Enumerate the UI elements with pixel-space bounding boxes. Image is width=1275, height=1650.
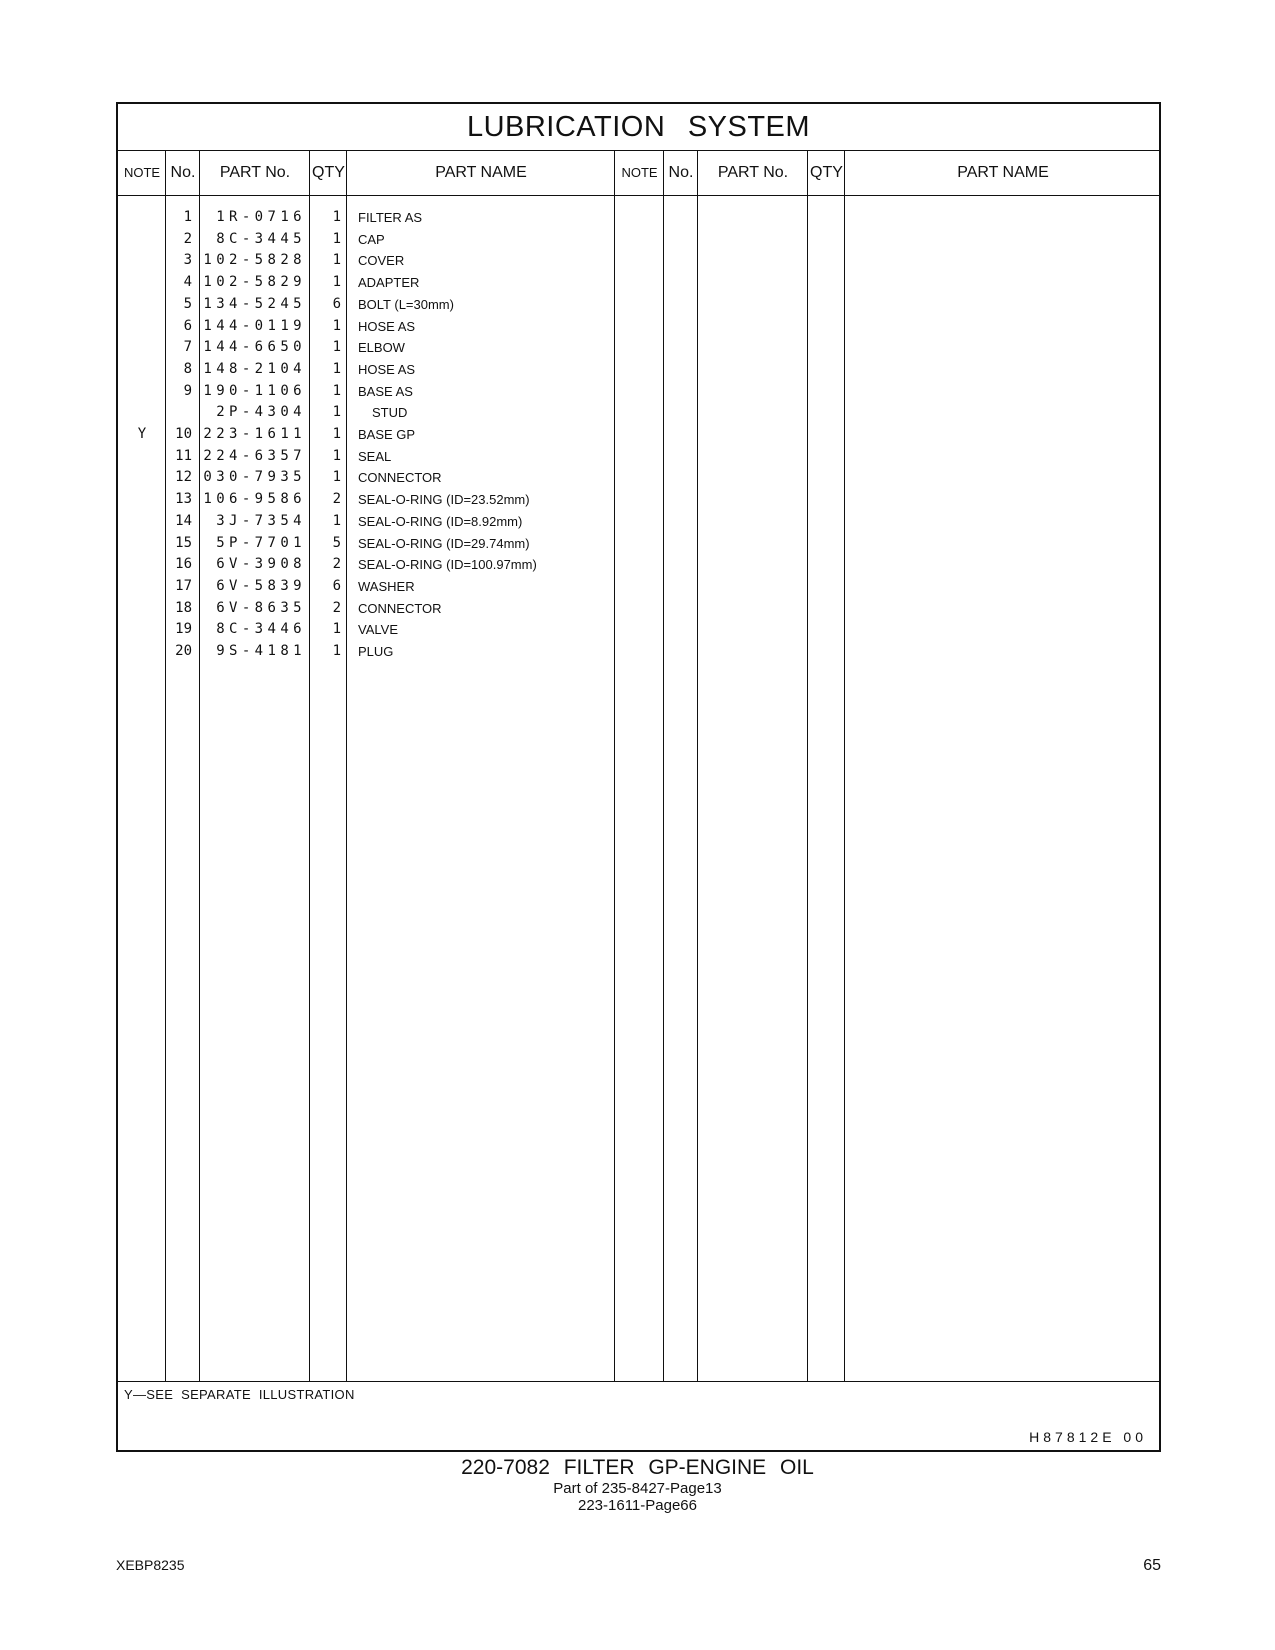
note-cell [118,533,166,555]
note-cell [118,207,166,229]
table-row [118,250,1163,272]
table-row [118,359,1163,381]
quantity-cell: 1 [332,339,341,356]
note-cell [118,337,166,359]
section-title: LUBRICATION SYSTEM [118,104,1159,151]
part-number-cell: 223-1611 [203,426,306,442]
quantity-cell: 1 [332,360,341,377]
table-row [118,533,1163,555]
item-number-cell: 16 [175,556,192,573]
header-no-left: No. [170,164,196,181]
item-number-cell: 5 [183,295,192,312]
part-number-cell: 6V-3908 [216,556,306,573]
table-row [118,294,1163,316]
table-row [118,489,1163,511]
part-number-cell: 102-5829 [203,274,306,291]
part-number-cell: 6V-8635 [216,599,306,616]
part-name-cell: SEAL-O-RING (ID=100.97mm) [358,557,537,573]
table-row [118,511,1163,533]
part-name-cell: CONNECTOR [358,600,442,616]
note-cell [118,250,166,272]
table-row [118,598,1163,620]
table-row [118,337,1163,359]
part-name-cell: HOSE AS [358,361,416,377]
table-row [118,381,1163,403]
quantity-cell: 5 [332,534,341,551]
table-row [118,424,1163,446]
header-part-name-right: PART NAME [957,164,1049,181]
quantity-cell: 1 [332,469,341,486]
quantity-cell: 2 [332,599,341,616]
note-cell [118,381,166,403]
drawing-code: H87812E 00 [1029,1429,1147,1445]
quantity-cell: 1 [332,426,341,442]
part-name-cell: SEAL [358,448,392,464]
item-number-cell: 4 [183,274,192,291]
part-name-cell: SEAL-O-RING (ID=23.52mm) [358,492,530,508]
header-note-right: NOTE [621,165,658,180]
part-number-cell: 9S-4181 [216,643,306,659]
item-number-cell: 20 [175,643,192,659]
assembly-reference-2: 223-1611-Page66 [578,1497,697,1514]
note-cell [118,641,166,663]
quantity-cell: 1 [332,643,341,659]
note-cell [118,576,166,598]
note-cell [118,316,166,338]
part-number-cell: 1R-0716 [216,209,306,225]
table-row [118,272,1163,294]
note-cell [118,294,166,316]
note-cell [118,446,166,468]
part-name-cell: STUD [372,405,408,421]
part-name-cell: COVER [358,253,405,269]
quantity-cell: 1 [332,209,341,225]
table-row [118,576,1163,598]
quantity-cell: 1 [332,274,341,291]
footnote: Y—SEE SEPARATE ILLUSTRATION [124,1387,355,1402]
part-name-cell: VALVE [358,622,398,638]
item-number-cell: 11 [175,447,192,464]
item-number-cell: 3 [183,252,192,269]
part-name-cell: CONNECTOR [358,470,442,486]
assembly-title: 220-7082 FILTER GP-ENGINE OIL [461,1456,814,1479]
item-number-cell: 14 [175,512,192,529]
part-number-cell: 2P-4304 [216,404,306,421]
part-number-cell: 6V-5839 [216,577,306,594]
quantity-cell: 6 [332,577,341,594]
part-number-cell: 030-7935 [203,469,306,486]
note-cell [118,511,166,533]
quantity-cell: 1 [332,447,341,464]
quantity-cell: 1 [332,512,341,529]
quantity-cell: 1 [332,252,341,269]
part-name-cell: PLUG [358,644,394,659]
item-number-cell: 19 [175,621,192,638]
header-no-right: No. [668,164,694,181]
part-name-cell: WASHER [358,578,415,594]
table-row [118,207,1163,229]
header-note-left: NOTE [123,165,161,180]
part-name-cell: FILTER AS [358,210,423,225]
part-number-cell: 144-0119 [203,317,306,334]
page-number: 65 [1143,1557,1161,1574]
item-number-cell [166,402,192,424]
quantity-cell: 2 [332,556,341,573]
part-number-cell: 144-6650 [203,339,306,356]
part-name-cell: BASE AS [358,383,413,399]
part-name-cell: HOSE AS [358,318,416,334]
table-row [118,229,1163,251]
part-number-cell: 3J-7354 [216,512,306,529]
part-number-cell: 148-2104 [203,360,306,377]
item-number-cell: 17 [175,577,192,594]
header-qty-left: QTY [312,164,345,181]
header-part-no-left: PART No. [219,164,291,181]
note-cell [118,554,166,576]
item-number-cell: 9 [183,382,192,399]
table-row [118,446,1163,468]
part-number-cell: 8C-3445 [216,230,306,247]
part-name-cell: ELBOW [358,340,405,356]
document-id: XEBP8235 [116,1557,185,1573]
item-number-cell: 15 [175,534,192,551]
note-cell [118,598,166,620]
column-header-row [118,150,1159,196]
quantity-cell: 1 [332,230,341,247]
part-number-cell: 190-1106 [203,382,306,399]
note-cell: Y [137,426,147,442]
item-number-cell: 6 [183,317,192,334]
item-number-cell: 7 [183,339,192,356]
item-number-cell: 2 [183,230,192,247]
part-number-cell: 8C-3446 [216,621,306,638]
note-cell [118,229,166,251]
part-number-cell: 134-5245 [203,295,306,312]
header-qty-right: QTY [810,164,843,181]
part-name-cell: CAP [358,231,385,247]
item-number-cell: 10 [175,426,192,442]
quantity-cell: 6 [332,295,341,312]
quantity-cell: 1 [332,317,341,334]
note-cell [118,402,166,424]
item-number-cell: 18 [175,599,192,616]
part-number-cell: 102-5828 [203,252,306,269]
table-row [118,402,1163,424]
part-name-cell: ADAPTER [358,275,420,291]
table-row [118,467,1163,489]
item-number-cell: 8 [183,360,192,377]
quantity-cell: 1 [332,404,341,421]
header-part-no-right: PART No. [717,164,789,181]
note-cell [118,272,166,294]
part-number-cell: 224-6357 [203,447,306,464]
table-row [118,619,1163,641]
header-part-name-left: PART NAME [435,164,527,181]
table-row [118,641,1163,663]
table-row [118,554,1163,576]
parts-list-frame [116,102,1161,1452]
footer-divider [118,1381,1159,1382]
note-cell [118,359,166,381]
part-name-cell: BASE GP [358,427,416,442]
quantity-cell: 2 [332,491,341,508]
quantity-cell: 1 [332,382,341,399]
note-cell [118,619,166,641]
assembly-reference-1: Part of 235-8427-Page13 [553,1480,722,1497]
item-number-cell: 13 [175,491,192,508]
part-number-cell: 5P-7701 [216,534,306,551]
note-cell [118,467,166,489]
part-name-cell: SEAL-O-RING (ID=29.74mm) [358,535,530,551]
item-number-cell: 1 [183,209,192,225]
part-number-cell: 106-9586 [203,491,306,508]
item-number-cell: 12 [175,469,192,486]
note-cell [118,489,166,511]
table-row [118,316,1163,338]
part-name-cell: BOLT (L=30mm) [358,296,454,312]
part-name-cell: SEAL-O-RING (ID=8.92mm) [358,513,523,529]
quantity-cell: 1 [332,621,341,638]
